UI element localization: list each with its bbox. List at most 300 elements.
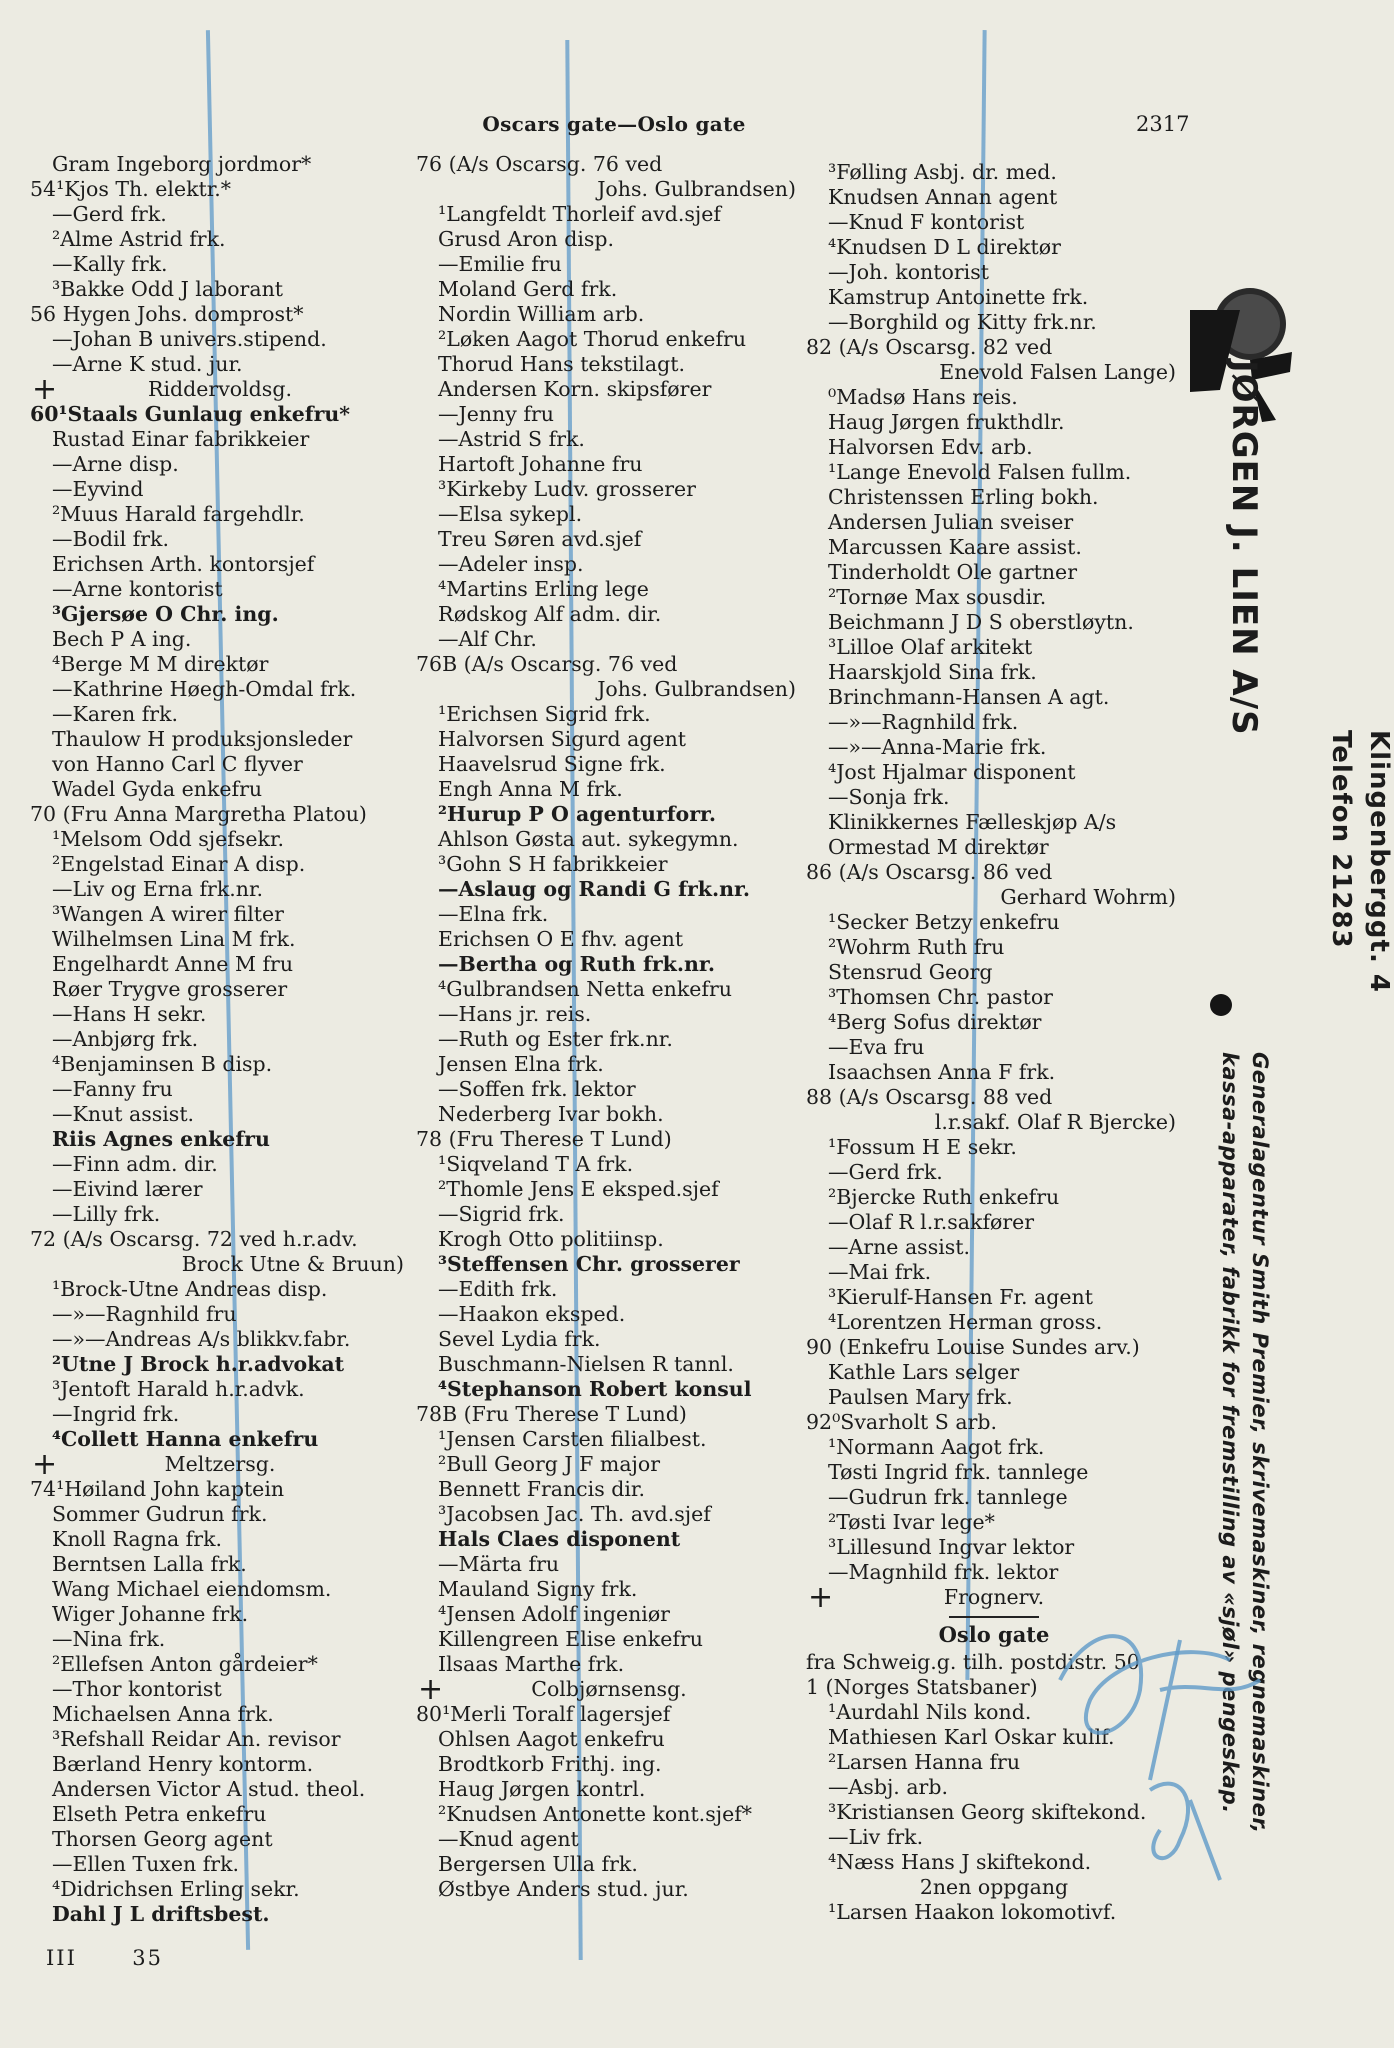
section-divider <box>949 1616 1039 1618</box>
cross-street-icon: + <box>418 1672 444 1707</box>
directory-entry <box>416 177 802 202</box>
entry-text: Tøsti Ingrid frk. tannlege <box>828 1460 1089 1484</box>
directory-entry <box>806 510 1182 535</box>
directory-entry <box>806 385 1182 410</box>
entry-text: Engh Anna M frk. <box>438 777 623 801</box>
entry-text: ⁴Lorentzen Herman gross. <box>828 1310 1103 1334</box>
entry-text: 82 (A/s Oscarsg. 82 ved <box>806 335 1053 359</box>
entry-text: —Borghild og Kitty frk.nr. <box>828 310 1097 334</box>
entry-text: —Eivind lærer <box>52 1177 203 1201</box>
company-address: Klingenberggt. 4 <box>1364 730 1394 993</box>
entry-text: —Bodil frk. <box>52 527 169 551</box>
entry-text: ³Steffensen Chr. grosserer <box>438 1252 740 1276</box>
entry-text: —Nina frk. <box>52 1627 166 1651</box>
directory-entry <box>806 1485 1182 1510</box>
directory-entry <box>30 827 410 852</box>
entry-text: ³Thomsen Chr. pastor <box>828 985 1053 1009</box>
directory-entry <box>806 1535 1182 1560</box>
entry-text: ²Engelstad Einar A disp. <box>52 852 306 876</box>
entry-text: Colbjørnsensg. <box>531 1677 687 1701</box>
directory-entry <box>30 752 410 777</box>
entry-text: —Knud F kontorist <box>828 210 1025 234</box>
entry-text: ⁴Næss Hans J skiftekond. <box>828 1850 1092 1874</box>
directory-entry <box>30 1252 410 1277</box>
entry-text: —Knut assist. <box>52 1102 195 1126</box>
entry-text: Sevel Lydia frk. <box>438 1327 601 1351</box>
entry-text: ⁴Collett Hanna enkefru <box>52 1427 319 1451</box>
entry-text: —Thor kontorist <box>52 1677 222 1701</box>
directory-entry <box>416 1627 802 1652</box>
entry-text: 2nen oppgang <box>919 1875 1069 1899</box>
directory-entry <box>806 585 1182 610</box>
directory-entry <box>30 477 410 502</box>
entry-text: —Gerd frk. <box>828 1160 943 1184</box>
entry-text: 72 (A/s Oscarsg. 72 ved h.r.adv. <box>30 1227 358 1251</box>
footer-volume: III <box>46 1946 77 1970</box>
directory-entry <box>30 1202 410 1227</box>
entry-text: —Arne kontorist <box>52 577 223 601</box>
entry-text: Wang Michael eiendomsm. <box>52 1577 332 1601</box>
directory-entry <box>416 727 802 752</box>
directory-entry <box>416 1477 802 1502</box>
entry-text: ¹Secker Betzy enkefru <box>828 910 1060 934</box>
entry-text: —Arne K stud. jur. <box>52 352 243 376</box>
directory-entry <box>806 410 1182 435</box>
directory-entry <box>806 210 1182 235</box>
entry-text: —Joh. kontorist <box>828 260 989 284</box>
directory-entry <box>806 160 1182 185</box>
directory-entry <box>30 727 410 752</box>
directory-entry <box>30 977 410 1002</box>
entry-text: ³Jentoft Harald h.r.advk. <box>52 1377 305 1401</box>
directory-entry <box>416 1002 802 1027</box>
directory-entry <box>416 627 802 652</box>
entry-text: Killengreen Elise enkefru <box>438 1627 703 1651</box>
entry-text: Johs. Gulbrandsen) <box>597 677 796 701</box>
directory-entry <box>30 502 410 527</box>
cross-street-icon: + <box>32 1447 58 1482</box>
handwritten-note <box>1030 1600 1290 1900</box>
directory-entry <box>30 1527 410 1552</box>
entry-text: 78 (Fru Therese T Lund) <box>416 1127 672 1151</box>
directory-entry <box>416 1052 802 1077</box>
entry-text: ²Hurup P O agenturforr. <box>438 802 717 826</box>
directory-entry <box>30 1702 410 1727</box>
entry-text: Grusd Aron disp. <box>438 227 615 251</box>
entry-text: —Sigrid frk. <box>438 1202 565 1226</box>
entry-text: —Emilie fru <box>438 252 562 276</box>
entry-text: ¹Fossum H E sekr. <box>828 1135 1017 1159</box>
entry-text: Johs. Gulbrandsen) <box>597 177 796 201</box>
entry-text: Buschmann-Nielsen R tannl. <box>438 1352 734 1376</box>
entry-text: —Gudrun frk. tannlege <box>828 1485 1068 1509</box>
page-footer <box>46 1946 163 1970</box>
entry-text: Hartoft Johanne fru <box>438 452 643 476</box>
directory-entry <box>806 235 1182 260</box>
entry-text: ³Kristiansen Georg skiftekond. <box>828 1800 1147 1824</box>
entry-text: l.r.sakf. Olaf R Bjercke) <box>934 1110 1176 1134</box>
entry-text: ²Løken Aagot Thorud enkefru <box>438 327 747 351</box>
directory-entry <box>806 1185 1182 1210</box>
directory-entry <box>416 777 802 802</box>
directory-entry <box>30 1677 410 1702</box>
directory-entry <box>416 602 802 627</box>
directory-entry <box>806 1085 1182 1110</box>
directory-entry <box>416 1727 802 1752</box>
entry-text: 56 Hygen Johs. domprost* <box>30 302 304 326</box>
entry-text: —Kally frk. <box>52 252 168 276</box>
entry-text: Brodtkorb Frithj. ing. <box>438 1752 662 1776</box>
entry-text: —Magnhild frk. lektor <box>828 1560 1059 1584</box>
entry-text: —Edith frk. <box>438 1277 558 1301</box>
directory-entry <box>416 1402 802 1427</box>
ad-description-line-2: kassa-apparater, fabrikk for fremstilling av «sjøl» pengeskap. <box>1218 1052 1242 1814</box>
entry-text: —Soffen frk. lektor <box>438 1077 636 1101</box>
entry-text: ¹Jensen Carsten filialbest. <box>438 1427 707 1451</box>
directory-entry <box>30 1402 410 1427</box>
entry-text: —Alf Chr. <box>438 627 537 651</box>
directory-entry <box>806 1060 1182 1085</box>
entry-text: Stensrud Georg <box>828 960 993 984</box>
directory-entry <box>416 1302 802 1327</box>
directory-entry <box>806 285 1182 310</box>
ad-description-line-1: Generalagentur Smith Premier, skrivemaskiner, regnemaskiner, <box>1248 1052 1272 1834</box>
entry-text: ¹Langfeldt Thorleif avd.sjef <box>438 202 721 226</box>
entry-text: ¹Melsom Odd sjefsekr. <box>52 827 285 851</box>
entry-text: Ahlson Gøsta aut. sykegymn. <box>438 827 739 851</box>
entry-text: Østbye Anders stud. jur. <box>438 1877 689 1901</box>
directory-entry <box>806 1285 1182 1310</box>
entry-text: Haarskjold Sina frk. <box>828 660 1037 684</box>
directory-entry <box>30 1877 410 1902</box>
entry-text: Moland Gerd frk. <box>438 277 618 301</box>
entry-text: ⁴Berge M M direktør <box>52 652 269 676</box>
directory-entry <box>806 860 1182 885</box>
entry-text: —Sonja frk. <box>828 785 950 809</box>
entry-text: ⁴Stephanson Robert konsul <box>438 1377 752 1401</box>
entry-text: Andersen Julian sveiser <box>828 510 1074 534</box>
directory-entry <box>806 1335 1182 1360</box>
entry-text: Kamstrup Antoinette frk. <box>828 285 1089 309</box>
entry-text: ³Følling Asbj. dr. med. <box>828 160 1057 184</box>
directory-entry <box>30 1277 410 1302</box>
directory-entry <box>416 1877 802 1902</box>
entry-text: Bærland Henry kontorm. <box>52 1752 314 1776</box>
directory-entry <box>416 952 802 977</box>
directory-entry <box>30 1852 410 1877</box>
directory-entry <box>416 252 802 277</box>
entry-text: Haavelsrud Signe frk. <box>438 752 666 776</box>
entry-text: 74¹Høiland John kaptein <box>30 1477 285 1501</box>
entry-text: —Kathrine Høegh-Omdal frk. <box>52 677 357 701</box>
entry-text: Erichsen Arth. kontorsjef <box>52 552 315 576</box>
directory-entry <box>806 960 1182 985</box>
directory-entry <box>806 710 1182 735</box>
entry-text: —Arne disp. <box>52 452 179 476</box>
entry-text: 76B (A/s Oscarsg. 76 ved <box>416 652 678 676</box>
directory-entry <box>806 1010 1182 1035</box>
entry-text: ³Gjersøe O Chr. ing. <box>52 602 279 626</box>
directory-entry <box>30 1902 410 1927</box>
directory-entry <box>30 927 410 952</box>
directory-entry <box>416 1702 802 1727</box>
directory-entry <box>806 685 1182 710</box>
directory-entry <box>416 277 802 302</box>
directory-entry <box>30 1302 410 1327</box>
directory-entry <box>806 885 1182 910</box>
entry-text: —Karen frk. <box>52 702 179 726</box>
directory-entry <box>30 1152 410 1177</box>
entry-text: —Gerd frk. <box>52 202 167 226</box>
directory-entry <box>30 1477 410 1502</box>
entry-text: ³Lilloe Olaf arkitekt <box>828 635 1033 659</box>
directory-entry <box>416 1102 802 1127</box>
entry-text: —Jenny fru <box>438 402 554 426</box>
directory-entry <box>30 1502 410 1527</box>
entry-text: —Mai frk. <box>828 1260 932 1284</box>
entry-text: 92⁰Svarholt S arb. <box>806 1410 998 1434</box>
directory-entry <box>806 260 1182 285</box>
entry-text: ⁰Madsø Hans reis. <box>828 385 1018 409</box>
entry-text: —Adeler insp. <box>438 552 584 576</box>
directory-entry <box>806 185 1182 210</box>
directory-entry <box>806 360 1182 385</box>
entry-text: —Elna frk. <box>438 902 549 926</box>
directory-entry <box>806 435 1182 460</box>
entry-text: Klinikkernes Fælleskjøp A/s <box>828 810 1117 834</box>
directory-entry <box>806 835 1182 860</box>
directory-entry <box>30 1577 410 1602</box>
directory-entry <box>416 1502 802 1527</box>
entry-text: ²Thomle Jens E eksped.sjef <box>438 1177 719 1201</box>
directory-entry <box>30 952 410 977</box>
directory-entry <box>30 552 410 577</box>
entry-text: Riddervoldsg. <box>148 377 292 401</box>
directory-entry <box>30 1627 410 1652</box>
directory-entry <box>416 1177 802 1202</box>
entry-text: Sommer Gudrun frk. <box>52 1502 268 1526</box>
directory-entry <box>416 1352 802 1377</box>
entry-text: ³Kierulf-Hansen Fr. agent <box>828 1285 1093 1309</box>
directory-entry <box>416 1227 802 1252</box>
directory-column-1 <box>30 152 410 1927</box>
directory-entry <box>30 1352 410 1377</box>
entry-text: ⁴Jost Hjalmar disponent <box>828 760 1076 784</box>
entry-text: Rustad Einar fabrikkeier <box>52 427 310 451</box>
entry-text: ²Tornøe Max sousdir. <box>828 585 1047 609</box>
directory-entry <box>416 1802 802 1827</box>
entry-text: Paulsen Mary frk. <box>828 1385 1013 1409</box>
entry-text: 78B (Fru Therese T Lund) <box>416 1402 687 1426</box>
directory-entry <box>30 677 410 702</box>
entry-text: ²Bull Georg J F major <box>438 1452 661 1476</box>
entry-text: —Johan B univers.stipend. <box>52 327 327 351</box>
entry-text: ⁴Jensen Adolf ingeniør <box>438 1602 670 1626</box>
directory-entry <box>416 1277 802 1302</box>
directory-entry <box>416 577 802 602</box>
directory-entry <box>30 1727 410 1752</box>
directory-entry <box>416 802 802 827</box>
directory-entry <box>416 202 802 227</box>
directory-entry <box>30 402 410 427</box>
directory-entry <box>416 977 802 1002</box>
entry-text: Riis Agnes enkefru <box>52 1127 270 1151</box>
directory-entry <box>416 152 802 177</box>
entry-text: ³Bakke Odd J laborant <box>52 277 284 301</box>
directory-entry <box>416 302 802 327</box>
directory-entry <box>416 1027 802 1052</box>
street-crossing <box>30 1447 410 1482</box>
directory-entry <box>30 877 410 902</box>
directory-entry <box>416 1752 802 1777</box>
entry-text: 90 (Enkefru Louise Sundes arv.) <box>806 1335 1140 1359</box>
entry-text: —Ruth og Ester frk.nr. <box>438 1027 673 1051</box>
entry-text: —Knud agent <box>438 1827 579 1851</box>
entry-text: —Liv og Erna frk.nr. <box>52 877 264 901</box>
directory-entry <box>30 1652 410 1677</box>
directory-entry <box>30 702 410 727</box>
directory-entry <box>416 452 802 477</box>
directory-entry <box>806 985 1182 1010</box>
directory-entry <box>806 810 1182 835</box>
page-title: Oscars gate—Oslo gate <box>482 112 746 136</box>
entry-text: ⁴Martins Erling lege <box>438 577 649 601</box>
directory-entry <box>806 1435 1182 1460</box>
entry-text: Frognerv. <box>943 1585 1045 1609</box>
entry-text: Nederberg Ivar bokh. <box>438 1102 664 1126</box>
directory-entry <box>30 1002 410 1027</box>
directory-entry <box>30 802 410 827</box>
entry-text: Hals Claes disponent <box>438 1527 681 1551</box>
entry-text: —»—Andreas A/s blikkv.fabr. <box>52 1327 351 1351</box>
entry-text: —Eyvind <box>52 477 144 501</box>
entry-text: Wadel Gyda enkefru <box>52 777 263 801</box>
entry-text: ²Wohrm Ruth fru <box>828 935 1005 959</box>
entry-text: —»—Ragnhild frk. <box>828 710 1019 734</box>
directory-entry <box>30 227 410 252</box>
directory-entry <box>30 1052 410 1077</box>
entry-text: ⁴Knudsen D L direktør <box>828 235 1061 259</box>
entry-text: Beichmann J D S oberstløytn. <box>828 610 1134 634</box>
entry-text: Tinderholdt Ole gartner <box>828 560 1077 584</box>
company-name: JØRGEN J. LIEN A/S <box>1224 360 1264 736</box>
entry-text: Meltzersg. <box>164 1452 276 1476</box>
directory-entry <box>806 1310 1182 1335</box>
entry-text: —Märta fru <box>438 1552 560 1576</box>
entry-text: 88 (A/s Oscarsg. 88 ved <box>806 1085 1053 1109</box>
directory-entry <box>416 1377 802 1402</box>
directory-entry <box>30 852 410 877</box>
directory-entry <box>416 677 802 702</box>
entry-text: —Haakon eksped. <box>438 1302 626 1326</box>
entry-text: ²Tøsti Ivar lege* <box>828 1510 995 1534</box>
directory-entry <box>416 752 802 777</box>
directory-entry <box>30 577 410 602</box>
directory-entry <box>806 735 1182 760</box>
directory-entry <box>806 1035 1182 1060</box>
directory-entry <box>30 152 410 177</box>
directory-entry <box>30 1127 410 1152</box>
directory-entry <box>30 327 410 352</box>
entry-text: ³Gohn S H fabrikkeier <box>438 852 668 876</box>
entry-text: ²Larsen Hanna fru <box>828 1750 1021 1774</box>
entry-text: —»—Ragnhild fru <box>52 1302 237 1326</box>
entry-text: Erichsen O E fhv. agent <box>438 927 684 951</box>
directory-entry <box>416 402 802 427</box>
directory-entry <box>416 827 802 852</box>
directory-entry <box>806 1360 1182 1385</box>
directory-entry <box>416 1777 802 1802</box>
entry-text: Ohlsen Aagot enkefru <box>438 1727 665 1751</box>
section-title: Oslo gate <box>938 1622 1050 1647</box>
directory-entry <box>416 552 802 577</box>
entry-text: Thorsen Georg agent <box>52 1827 273 1851</box>
entry-text: ³Wangen A wirer filter <box>52 902 284 926</box>
cross-street-icon: + <box>808 1580 834 1615</box>
entry-text: Mathiesen Karl Oskar kullf. <box>828 1725 1115 1749</box>
entry-text: Gerhard Wohrm) <box>1000 885 1176 909</box>
directory-entry <box>416 377 802 402</box>
entry-text: Knudsen Annan agent <box>828 185 1058 209</box>
entry-text: Brinchmann-Hansen A agt. <box>828 685 1110 709</box>
entry-text: ²Muus Harald fargehdlr. <box>52 502 305 526</box>
directory-entry <box>806 1385 1182 1410</box>
directory-entry <box>806 910 1182 935</box>
entry-text: —Liv frk. <box>828 1825 924 1849</box>
entry-text: ⁴Benjaminsen B disp. <box>52 1052 273 1076</box>
directory-entry <box>416 1202 802 1227</box>
cross-street-icon: + <box>32 372 58 407</box>
entry-text: ²Ellefsen Anton gårdeier* <box>52 1652 318 1676</box>
directory-entry <box>30 202 410 227</box>
directory-entry <box>806 1260 1182 1285</box>
directory-entry <box>806 1110 1182 1135</box>
directory-entry <box>806 560 1182 585</box>
entry-text: Treu Søren avd.sjef <box>438 527 642 551</box>
street-crossing <box>30 372 410 407</box>
directory-entry <box>416 477 802 502</box>
directory-entry <box>30 1602 410 1627</box>
directory-entry <box>30 1427 410 1452</box>
entry-text: —Lilly frk. <box>52 1202 161 1226</box>
directory-entry <box>416 327 802 352</box>
directory-entry <box>30 252 410 277</box>
directory-entry <box>416 902 802 927</box>
entry-text: ²Bjercke Ruth enkefru <box>828 1185 1060 1209</box>
entry-text: Thorud Hans tekstilagt. <box>438 352 685 376</box>
entry-text: Berntsen Lalla frk. <box>52 1552 247 1576</box>
entry-text: Mauland Signy frk. <box>438 1577 638 1601</box>
entry-text: Halvorsen Sigurd agent <box>438 727 687 751</box>
directory-entry <box>806 1210 1182 1235</box>
entry-text: ¹Aurdahl Nils kond. <box>828 1700 1032 1724</box>
directory-entry <box>30 1827 410 1852</box>
directory-entry <box>806 310 1182 335</box>
directory-entry <box>30 777 410 802</box>
directory-entry <box>30 652 410 677</box>
entry-text: —Hans H sekr. <box>52 1002 207 1026</box>
directory-entry <box>30 1077 410 1102</box>
entry-text: Ilsaas Marthe frk. <box>438 1652 625 1676</box>
entry-text: ³Jacobsen Jac. Th. avd.sjef <box>438 1502 711 1526</box>
directory-entry <box>806 1160 1182 1185</box>
directory-entry <box>806 1510 1182 1535</box>
directory-entry <box>416 1852 802 1877</box>
entry-text: Wiger Johanne frk. <box>52 1602 249 1626</box>
entry-text: —Fanny fru <box>52 1077 173 1101</box>
entry-text: Marcussen Kaare assist. <box>828 535 1082 559</box>
directory-entry <box>416 1252 802 1277</box>
